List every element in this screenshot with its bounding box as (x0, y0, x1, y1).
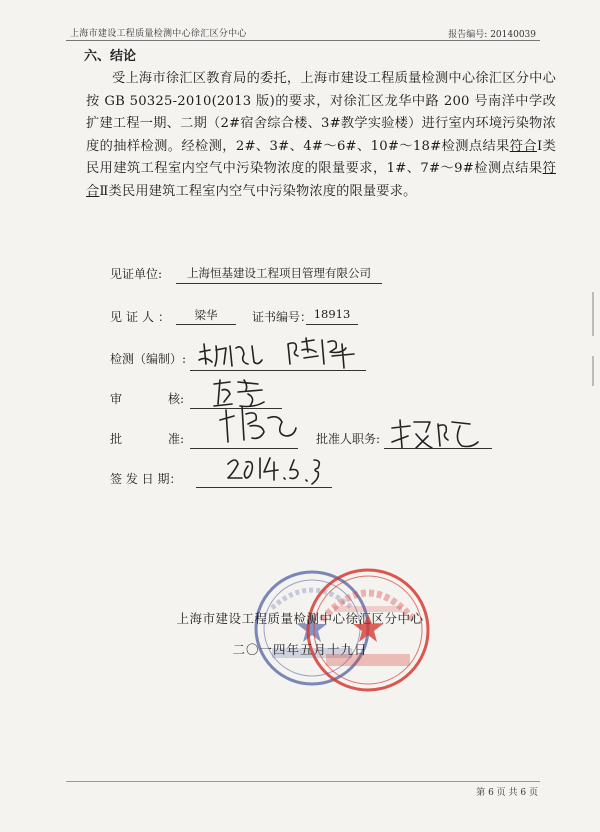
approve-label-b: 准: (168, 432, 185, 446)
compiler-signature (284, 334, 358, 370)
witness-unit-value: 上海恒基建设工程项目管理有限公司 (187, 266, 371, 280)
issue-date-handwritten (224, 452, 324, 486)
witness-label: 见证人： (110, 310, 175, 324)
report-number-value: 20140039 (490, 30, 536, 40)
conclusion-part-c: Ⅱ类民用建筑工程室内空气中污染物浓度的限量要求。 (99, 183, 417, 199)
footer-rule (66, 781, 540, 782)
edge-mark (592, 356, 594, 386)
review-label-b: 核: (168, 392, 185, 406)
tester-signature (196, 338, 266, 370)
approver-title-underline (384, 448, 492, 449)
cert-no-underline (306, 324, 358, 325)
section-title: 六、结论 (84, 49, 137, 64)
comply-first: 符合 (509, 138, 537, 154)
comply-second: 符合 (86, 161, 556, 199)
footer-date: 二〇一四年五月十九日 (232, 642, 368, 657)
header-org: 上海市建设工程质量检测中心徐汇区分中心 (70, 29, 247, 39)
report-number-label: 报告编号: (448, 30, 491, 40)
approver-title-label: 批准人职务: (316, 432, 381, 446)
witness-unit-underline (176, 283, 382, 284)
red-testing-seal (304, 566, 432, 694)
review-label-a: 审 (110, 392, 123, 406)
approver-signature (216, 400, 300, 448)
approve-label-a: 批 (110, 432, 123, 446)
conclusion-part-b: Ⅰ类民用建筑工程室内空气中污染物浓度的限量要求，1#、7#～9#检测点结果 (86, 138, 557, 176)
witness-underline (176, 324, 236, 325)
test-label: 检测（编制）: (110, 352, 187, 366)
witness-value: 梁华 (194, 308, 218, 322)
conclusion-paragraph (86, 68, 556, 203)
cert-no-label: 证书编号： (252, 310, 313, 324)
approve-underline (190, 448, 298, 449)
footer-organization: 上海市建设工程质量检测中心徐汇区分中心 (176, 611, 424, 626)
header-report-number (448, 27, 536, 40)
conclusion-part-a: 受上海市徐汇区教育局的委托，上海市建设工程质量检测中心徐汇区分中心按 GB 50325-2010(2013 版)的要求，对徐汇区龙华中路 200 号南洋中学改扩建工程一期、二期（2#宿舍综合楼、3#教学实验楼）进行室内环境污染物浓度的抽样检测。经检测，2#、3#、4#～6#、10#～18#检测点结果 (86, 71, 556, 154)
header-rule (66, 40, 540, 41)
witness-unit-label: 见证单位: (110, 267, 163, 281)
edge-mark (592, 292, 594, 336)
conclusion-text (86, 68, 556, 203)
page-number: 第 6 页 共 6 页 (476, 788, 538, 798)
test-underline (190, 370, 366, 371)
cert-no-value: 18913 (313, 307, 351, 321)
issue-date-label: 签 发 日 期： (110, 472, 182, 486)
issue-date-underline (196, 487, 332, 488)
